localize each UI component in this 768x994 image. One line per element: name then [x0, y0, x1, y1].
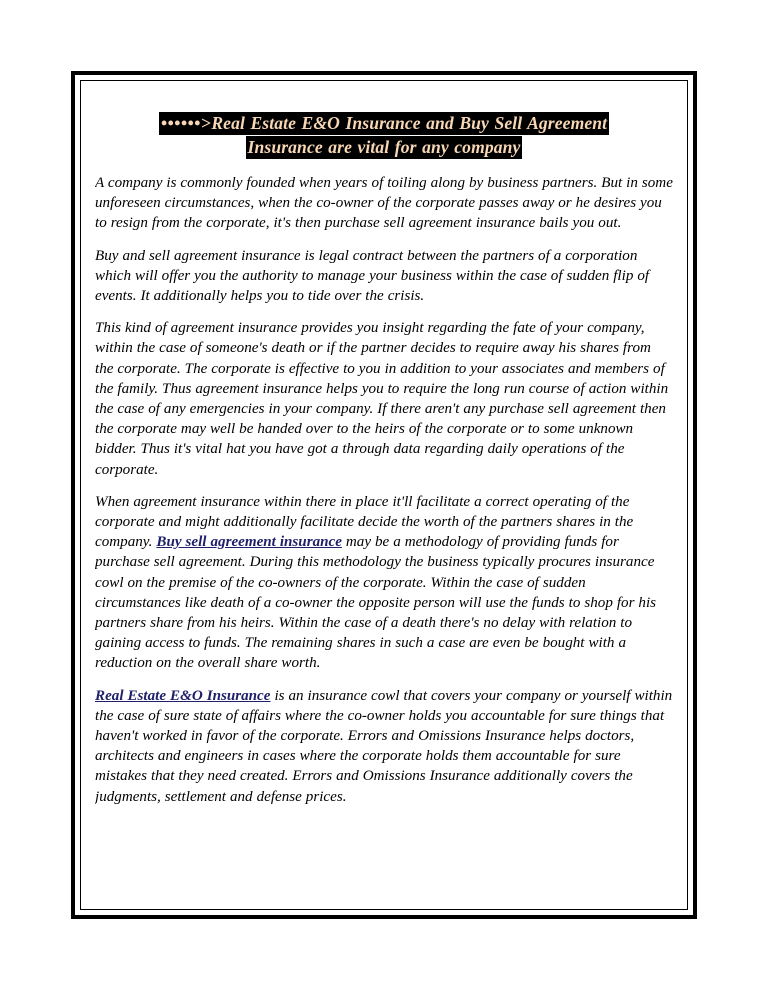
paragraph-5-text-after-link: is an insurance cowl that covers your company or yourself within the case of sure state of affairs where the co-owner holds you accountable for sure things that haven't worked in favor of the corporate. Errors and Omissions Insurance helps doctors, architects and engineers in cases where the corporate holds them accountable for sure mistakes that they need created. Errors and Omissions Insurance additionally covers the judgments, settlement and defense prices.: [95, 687, 673, 805]
paragraph-4: [95, 492, 673, 674]
title-line-2: Insurance are vital for any company: [247, 137, 521, 157]
page-title: [95, 111, 673, 159]
page-border-outer: [71, 71, 697, 919]
title-line-1: [159, 112, 609, 135]
paragraph-1: A company is commonly founded when years of toiling along by business partners. But in some unforeseen circumstances, when the co-owner of the corporate passes away or he desires you to resign from the corporate, it's then purchase sell agreement insurance bails you out.: [95, 175, 673, 232]
paragraph-3: This kind of agreement insurance provides you insight regarding the fate of your company, within the case of someone's death or if the partner decides to require away his shares from the corporate. The corporate is effective to you in addition to your associates and members of the family. Thus agreement insurance helps you to require the long run course of action within the case of any emergencies in your company. If there aren't any purchase sell agreement then the corporate may well be handed over to the heirs of the corporate or to some unknown bidder. Thus it's vital hat you have got a through data regarding daily operations of the corporate.: [95, 320, 669, 478]
link-real-estate-eo-insurance[interactable]: Real Estate E&O Insurance: [95, 687, 271, 704]
paragraph-4-text-before-link: When agreement insurance within there in place it'll facilitate a correct operating of the corporate and might additionally facilitate decide the worth of the partners shares in the company.: [95, 493, 634, 551]
document-content: [95, 111, 673, 899]
page-border-inner: [80, 80, 688, 910]
paragraph-2: Buy and sell agreement insurance is legal contract between the partners of a corporation which will offer you the authority to manage your business within the case of sudden flip of events. It additionally helps you to tide over the crisis.: [95, 247, 650, 305]
title-bullet-prefix: ••••••>: [160, 113, 212, 133]
paragraph-5: [95, 686, 673, 807]
link-buy-sell-agreement-insurance[interactable]: Buy sell agreement insurance: [156, 534, 342, 551]
title-line-1-text: Real Estate E&O Insurance and Buy Sell Agreement: [211, 113, 608, 133]
paragraph-4-text-after-link: may be a methodology of providing funds for purchase sell agreement. During this methodology the business typically procures insurance cowl on the premise of the co-owners of the corporate. Within the case of sudden circumstances like death of a co-owner the opposite person will use the funds to shop for his partners share from his heirs. Within the case of a death there's no delay with relation to gaining access to funds. The remaining shares in such a case are even be bought with a reduction on the overall share worth.: [95, 534, 657, 672]
